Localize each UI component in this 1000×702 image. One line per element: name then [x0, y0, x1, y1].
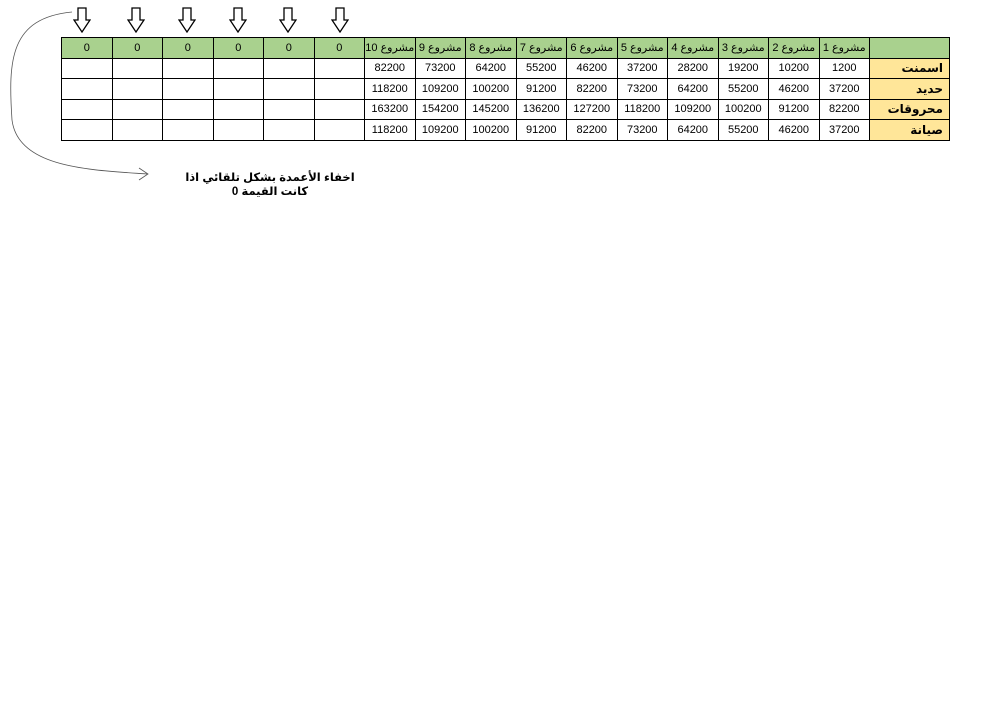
data-cell[interactable]	[213, 99, 264, 120]
data-cell[interactable]: 100200	[466, 79, 517, 100]
down-arrow-icon	[279, 7, 297, 33]
data-cell[interactable]: 55200	[718, 79, 769, 100]
data-cell[interactable]: 100200	[718, 99, 769, 120]
data-cell[interactable]: 91200	[516, 120, 567, 141]
data-cell[interactable]: 46200	[567, 58, 618, 79]
data-cell[interactable]: 46200	[769, 120, 820, 141]
header-cell[interactable]: مشروع 1	[819, 38, 870, 59]
data-cell[interactable]	[163, 58, 214, 79]
row-label-cell[interactable]: محروقات	[870, 99, 950, 120]
header-cell[interactable]: مشروع 3	[718, 38, 769, 59]
data-cell[interactable]: 82200	[567, 120, 618, 141]
annotation-note: اخفاء الأعمدة بشكل تلقائي اذا كانت القيمة 0	[185, 172, 355, 198]
header-cell[interactable]: 0	[213, 38, 264, 59]
data-cell[interactable]	[62, 58, 113, 79]
down-arrow-icon	[178, 7, 196, 33]
spreadsheet-table	[61, 37, 950, 141]
data-cell[interactable]: 19200	[718, 58, 769, 79]
row-label-cell[interactable]: اسمنت	[870, 58, 950, 79]
data-cell[interactable]: 118200	[365, 79, 416, 100]
data-cell[interactable]: 82200	[365, 58, 416, 79]
data-cell[interactable]: 37200	[819, 79, 870, 100]
data-cell[interactable]: 100200	[466, 120, 517, 141]
data-cell[interactable]	[264, 99, 315, 120]
data-cell[interactable]: 109200	[415, 79, 466, 100]
table-row	[62, 79, 950, 100]
data-cell[interactable]	[264, 79, 315, 100]
header-row	[62, 38, 950, 59]
data-cell[interactable]	[112, 79, 163, 100]
data-cell[interactable]: 55200	[516, 58, 567, 79]
data-cell[interactable]	[314, 79, 365, 100]
data-cell[interactable]	[112, 99, 163, 120]
header-cell[interactable]: مشروع 8	[466, 38, 517, 59]
data-cell[interactable]: 118200	[365, 120, 416, 141]
data-cell[interactable]	[213, 120, 264, 141]
down-arrow-icon	[127, 7, 145, 33]
data-cell[interactable]	[314, 58, 365, 79]
data-cell[interactable]: 109200	[668, 99, 719, 120]
data-cell[interactable]	[163, 79, 214, 100]
row-label-cell[interactable]: صيانة	[870, 120, 950, 141]
header-cell[interactable]: مشروع 4	[668, 38, 719, 59]
data-cell[interactable]	[264, 58, 315, 79]
header-cell[interactable]: مشروع 5	[617, 38, 668, 59]
data-cell[interactable]: 55200	[718, 120, 769, 141]
data-cell[interactable]	[163, 99, 214, 120]
data-cell[interactable]: 64200	[466, 58, 517, 79]
down-arrow-icon	[73, 7, 91, 33]
data-cell[interactable]: 82200	[819, 99, 870, 120]
header-cell[interactable]: مشروع 9	[415, 38, 466, 59]
data-cell[interactable]	[62, 79, 113, 100]
data-cell[interactable]: 163200	[365, 99, 416, 120]
data-cell[interactable]	[213, 58, 264, 79]
data-cell[interactable]	[112, 58, 163, 79]
down-arrow-icon	[331, 7, 349, 33]
data-cell[interactable]: 64200	[668, 79, 719, 100]
table-row	[62, 58, 950, 79]
data-cell[interactable]: 46200	[769, 79, 820, 100]
data-cell[interactable]: 64200	[668, 120, 719, 141]
data-cell[interactable]: 73200	[415, 58, 466, 79]
header-cell[interactable]: 0	[264, 38, 315, 59]
data-cell[interactable]	[112, 120, 163, 141]
data-cell[interactable]	[62, 99, 113, 120]
data-cell[interactable]	[163, 120, 214, 141]
down-arrow-icon	[229, 7, 247, 33]
data-cell[interactable]: 73200	[617, 120, 668, 141]
table-row	[62, 99, 950, 120]
data-cell[interactable]: 1200	[819, 58, 870, 79]
data-cell[interactable]	[314, 120, 365, 141]
data-cell[interactable]: 82200	[567, 79, 618, 100]
data-cell[interactable]: 127200	[567, 99, 618, 120]
data-cell[interactable]	[314, 99, 365, 120]
header-cell[interactable]: مشروع 7	[516, 38, 567, 59]
header-corner-cell[interactable]	[870, 38, 950, 59]
header-cell[interactable]: 0	[112, 38, 163, 59]
header-cell[interactable]: 0	[314, 38, 365, 59]
header-cell[interactable]: مشروع 10	[365, 38, 416, 59]
header-cell[interactable]: 0	[163, 38, 214, 59]
data-cell[interactable]	[62, 120, 113, 141]
data-cell[interactable]: 37200	[617, 58, 668, 79]
data-cell[interactable]: 91200	[516, 79, 567, 100]
data-cell[interactable]: 37200	[819, 120, 870, 141]
data-cell[interactable]: 28200	[668, 58, 719, 79]
data-cell[interactable]: 10200	[769, 58, 820, 79]
data-cell[interactable]	[264, 120, 315, 141]
data-cell[interactable]: 73200	[617, 79, 668, 100]
data-cell[interactable]: 109200	[415, 120, 466, 141]
data-cell[interactable]: 118200	[617, 99, 668, 120]
data-cell[interactable]: 136200	[516, 99, 567, 120]
data-cell[interactable]: 91200	[769, 99, 820, 120]
header-cell[interactable]: مشروع 2	[769, 38, 820, 59]
data-cell[interactable]: 145200	[466, 99, 517, 120]
data-cell[interactable]	[213, 79, 264, 100]
header-cell[interactable]: مشروع 6	[567, 38, 618, 59]
data-cell[interactable]: 154200	[415, 99, 466, 120]
table-row	[62, 120, 950, 141]
row-label-cell[interactable]: حديد	[870, 79, 950, 100]
header-cell[interactable]: 0	[62, 38, 113, 59]
